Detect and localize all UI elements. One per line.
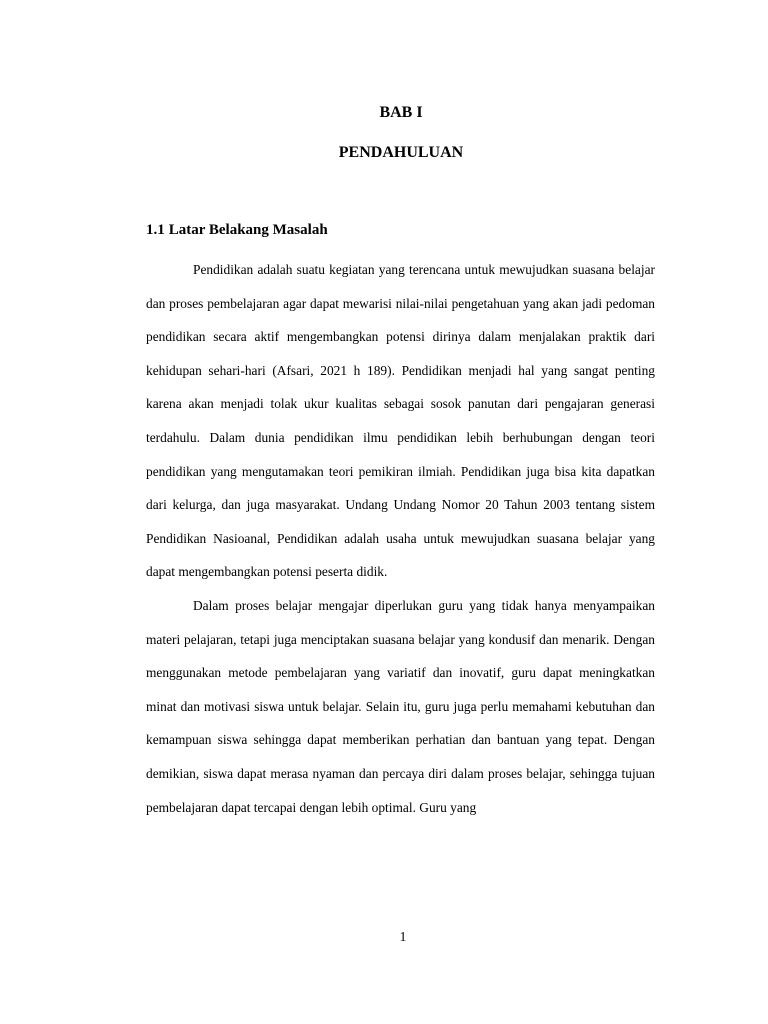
body-text [146, 253, 655, 824]
page-number: 1 [399, 929, 407, 944]
chapter-number: BAB I [379, 104, 423, 121]
paragraph-1: Pendidikan adalah suatu kegiatan yang terencana untuk mewujudkan suasana belajar dan proses pembelajaran agar dapat mewarisi nilai-nilai pengetahuan yang akan jadi pedoman pendidikan secara aktif mengembangkan potensi dirinya dalam menjalakan praktik dari kehidupan sehari-hari (Afsari, 2021 h 189). Pendidikan menjadi hal yang sangat penting karena akan menjadi tolak ukur kualitas sebagai sosok panutan dari pengajaran generasi terdahulu. Dalam dunia pendidikan ilmu pendidikan lebih berhubungan dengan teori pendidikan yang mengutamakan teori pemikiran ilmiah. Pendidikan juga bisa kita dapatkan dari kelurga, dan juga masyarakat. Undang Undang Nomor 20 Tahun 2003 tentang sistem Pendidikan Nasioanal, Pendidikan adalah usaha untuk mewujudkan suasana belajar yang dapat mengembangkan potensi peserta didik. [146, 262, 655, 580]
section-heading [146, 220, 328, 240]
paragraph-2: Dalam proses belajar mengajar diperlukan guru yang tidak hanya menyampaikan materi pelajaran, tetapi juga menciptakan suasana belajar yang kondusif dan menarik. Dengan menggunakan metode pembelajaran yang variatif dan inovatif, guru dapat meningkatkan minat dan motivasi siswa untuk belajar. Selain itu, guru juga perlu memahami kebutuhan dan kemampuan siswa sehingga dapat memberikan perhatian dan bantuan yang tepat. Dengan demikian, siswa dapat merasa nyaman dan percaya diri dalam proses belajar, sehingga tujuan pembelajaran dapat tercapai dengan lebih optimal. Guru yang [146, 597, 655, 815]
section-number: 1.1 [146, 222, 165, 238]
chapter-title: PENDAHULUAN [338, 144, 464, 161]
section-title: Latar Belakang Masalah [168, 222, 328, 238]
